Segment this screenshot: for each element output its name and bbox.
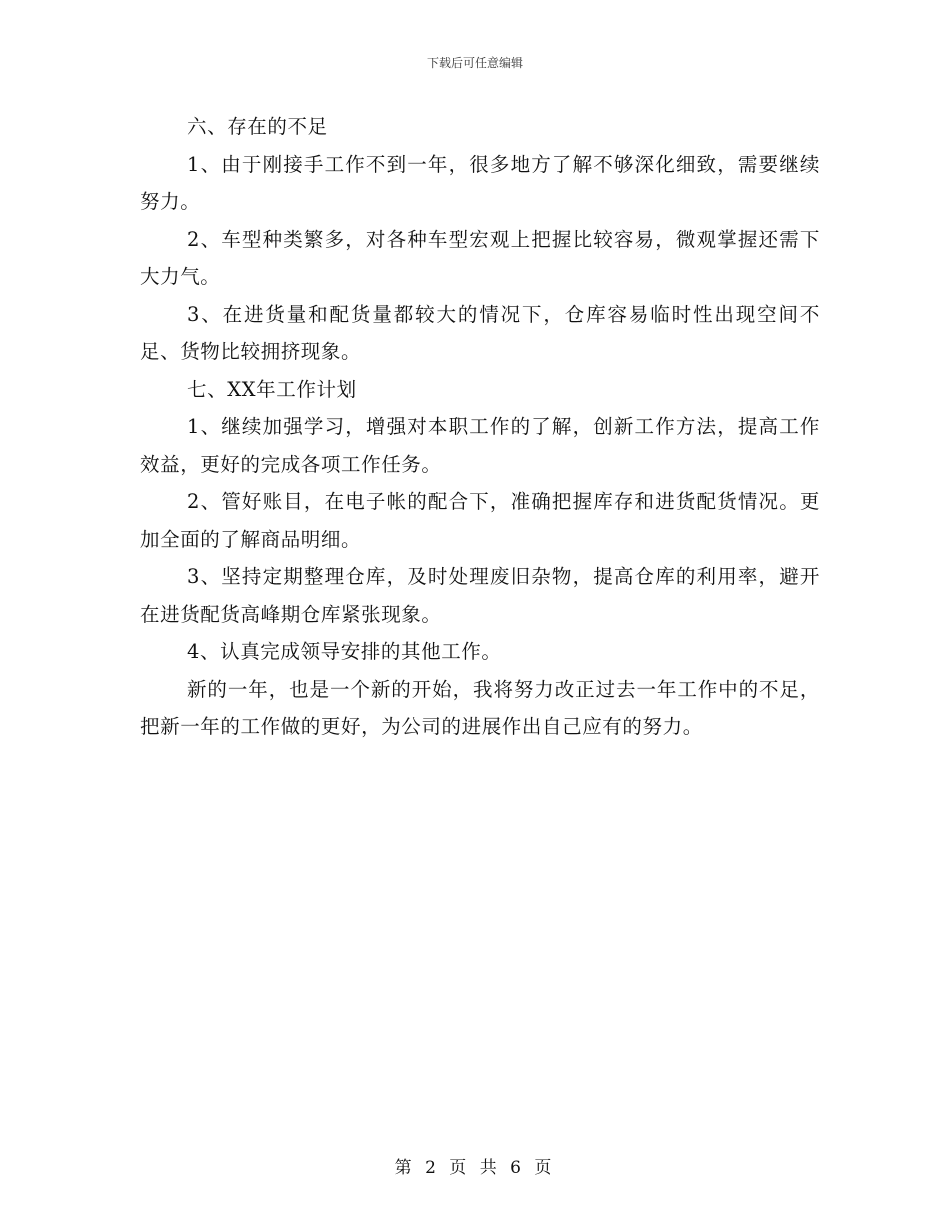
paragraph-plan-2: 2、管好账目，在电子帐的配合下，准确把握库存和进货配货情况。更加全面的了解商品明细。 (140, 490, 820, 551)
page-number-footer: 第 2 页 共 6 页 (394, 1158, 556, 1178)
document-body (140, 108, 820, 746)
section-heading-shortcomings: 六、存在的不足 (187, 115, 328, 138)
paragraph-shortcoming-2: 2、车型种类繁多，对各种车型宏观上把握比较容易，微观掌握还需下大力气。 (140, 227, 820, 288)
paragraph-plan-3: 3、坚持定期整理仓库，及时处理废旧杂物，提高仓库的利用率，避开在进货配货高峰期仓库紧张现象。 (140, 565, 820, 626)
page-header: 下载后可任意编辑 (426, 56, 523, 70)
paragraph-plan-1: 1、继续加强学习，增强对本职工作的了解，创新工作方法，提高工作效益，更好的完成各项工作任务。 (140, 415, 820, 476)
paragraph-shortcoming-1: 1、由于刚接手工作不到一年，很多地方了解不够深化细致，需要继续努力。 (140, 152, 820, 213)
paragraph-plan-4: 4、认真完成领导安排的其他工作。 (187, 640, 502, 663)
paragraph-shortcoming-3: 3、在进货量和配货量都较大的情况下，仓库容易临时性出现空间不足、货物比较拥挤现象。 (140, 302, 820, 363)
paragraph-conclusion: 新的一年，也是一个新的开始，我将努力改正过去一年工作中的不足，把新一年的工作做的更好，为公司的进展作出自己应有的努力。 (140, 677, 820, 738)
section-heading-work-plan: 七、XX年工作计划 (187, 377, 357, 401)
